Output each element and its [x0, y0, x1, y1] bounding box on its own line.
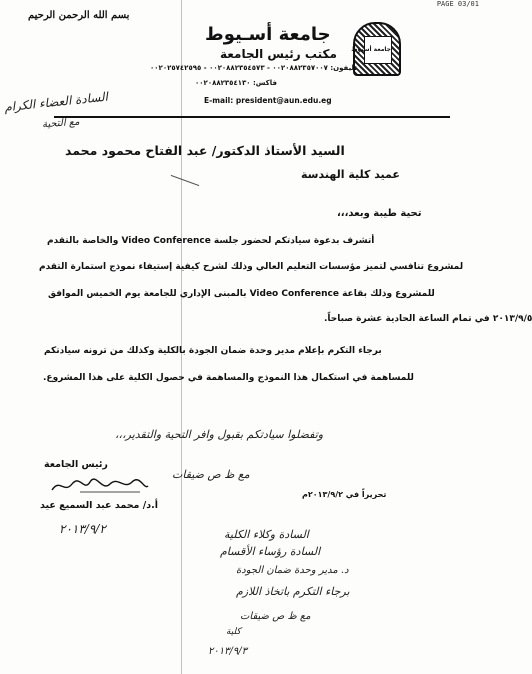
body-line: للمساهمة في استكمال هذا النموذج والمساهمة في حصول الكلية على هذا المشروع. — [43, 373, 414, 383]
signature-scrawl — [50, 476, 150, 496]
body-line: برجاء التكرم بإعلام مدير وحدة ضمان الجودة بالكلية وكذلك من ترونه سيادتكم — [44, 346, 382, 356]
body-line: ٢٠١٣/٩/٥ في تمام الساعة الحادية عشرة صباحاً. — [324, 314, 532, 324]
email-address: E-mail: president@aun.edu.eg — [204, 96, 332, 105]
university-name: جامعة أسـيوط — [205, 24, 331, 45]
handwritten-note-top-2: مع التحية — [41, 116, 80, 131]
fax-number: فاكس: ٠٠٢٠٨٨٢٣٥٤١٣٠ — [195, 79, 277, 87]
signer-title: رئيس الجامعة — [44, 459, 108, 470]
handwritten-referral-1: السادة وكلاء الكلية — [224, 528, 309, 541]
handwritten-date: ٢٠١٣/٩/٢ — [59, 522, 106, 536]
body-line: للمشروع وذلك بقاعة Video Conference بالمبنى الإداري للجامعة يوم الخميس الموافق — [48, 289, 435, 299]
greeting: تحية طيبة وبعد،،، — [337, 208, 422, 219]
logo-text: جامعة أسيوط — [364, 36, 392, 64]
handwritten-referral-date: ٢٠١٣/٩/٣ — [208, 646, 247, 657]
body-line: أتشرف بدعوة سيادتكم لحضور جلسة Video Conference والخاصة بالتقدم — [47, 236, 375, 246]
handwritten-referral-2: السادة رؤساء الأقسام — [220, 545, 321, 558]
handwritten-note-top-1: السادة العضاء الكرام — [3, 89, 109, 115]
letter-date: تحريراً في ٢٠١٣/٩/٢م — [302, 490, 387, 499]
handwritten-referral-5: مع ظ ص ضيقات — [240, 611, 311, 622]
phone-numbers: تليفون: ٠٠٢٠٨٨٢٣٥٧٠٠٧ - ٠٠٢٠٨٨٢٣٥٤٥٧٣ - ٠٠٢٠٢٥٧٤٢٥٩٥ — [150, 64, 357, 72]
closing: وتفضلوا سيادتكم بقبول وافر التحية والتقدير،،، — [115, 428, 324, 441]
handwritten-arrow — [171, 175, 200, 186]
university-logo — [353, 22, 401, 76]
office-name: مكتب رئيس الجامعة — [220, 47, 337, 61]
basmala: بسم الله الرحمن الرحيم — [28, 10, 130, 21]
header-divider — [54, 116, 450, 118]
handwritten-referral-4: برجاء التكرم باتخاذ اللازم — [236, 585, 350, 598]
recipient-name: السيد الأستاذ الدكتور/ عبد الفتاح محمود محمد — [65, 143, 345, 158]
recipient-title: عميد كلية الهندسة — [301, 168, 400, 181]
handwritten-note-mid: مع ظ ص ضيقات — [172, 468, 250, 481]
handwritten-referral-3: د. مدير وحدة ضمان الجودة — [236, 565, 349, 576]
fold-line — [181, 0, 182, 674]
handwritten-referral-6: كلية — [226, 627, 241, 637]
fax-header: PAGE 03/01 — [436, 0, 479, 8]
signer-name: أ.د/ محمد عبد السميع عيد — [40, 500, 158, 511]
body-line: لمشروع تنافسي لتميز مؤسسات التعليم العالي وذلك لشرح كيفية إستيفاء نموذج استمارة التقدم — [39, 262, 464, 272]
